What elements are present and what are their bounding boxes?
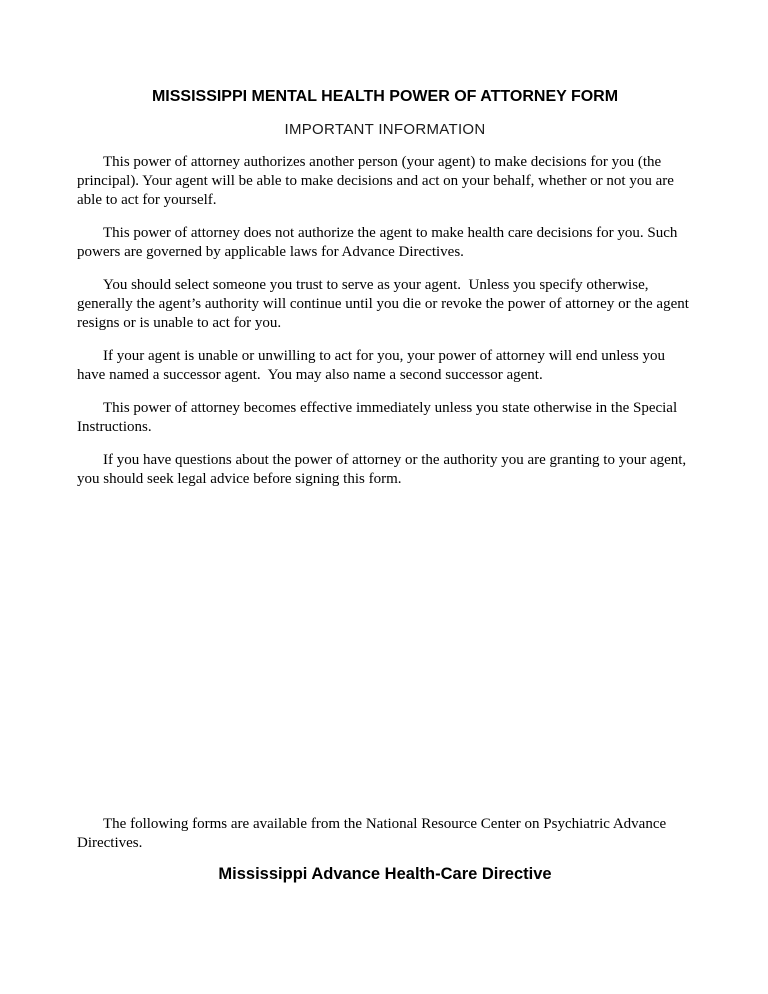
document-title: MISSISSIPPI MENTAL HEALTH POWER OF ATTORNEY FORM (151, 88, 619, 105)
body-paragraph-1: This power of attorney authorizes another person (your agent) to make decisions for you (the principal). Your agent will be able to make decisions and act on your behalf, whether or not you are able to act for yourself. (77, 154, 678, 208)
blank-space (77, 489, 693, 801)
body-paragraph-4: If your agent is unable or unwilling to act for you, your power of attorney will end unless you have named a successor agent. You may also name a second successor agent. (77, 348, 669, 383)
closing-paragraph: The following forms are available from the National Resource Center on Psychiatric Advance Directives. (77, 816, 670, 851)
body-paragraph-5: This power of attorney becomes effective immediately unless you state otherwise in the Special Instructions. (77, 400, 681, 435)
section-heading-important-information: IMPORTANT INFORMATION (284, 121, 486, 138)
body-paragraph-2: This power of attorney does not authorize the agent to make health care decisions for you. Such powers are governed by applicable laws for Advance Directives. (77, 225, 682, 260)
body-paragraph-6: If you have questions about the power of attorney or the authority you are granting to your agent, you should seek legal advice before signing this form. (77, 452, 690, 487)
closing-heading-advance-directive: Mississippi Advance Health-Care Directive (218, 865, 552, 883)
body-paragraph-3: You should select someone you trust to serve as your agent. Unless you specify otherwise, generally the agent’s authority will continue until you die or revoke the power of attorney or the agent resigns or is unable to act for you. (77, 277, 693, 331)
